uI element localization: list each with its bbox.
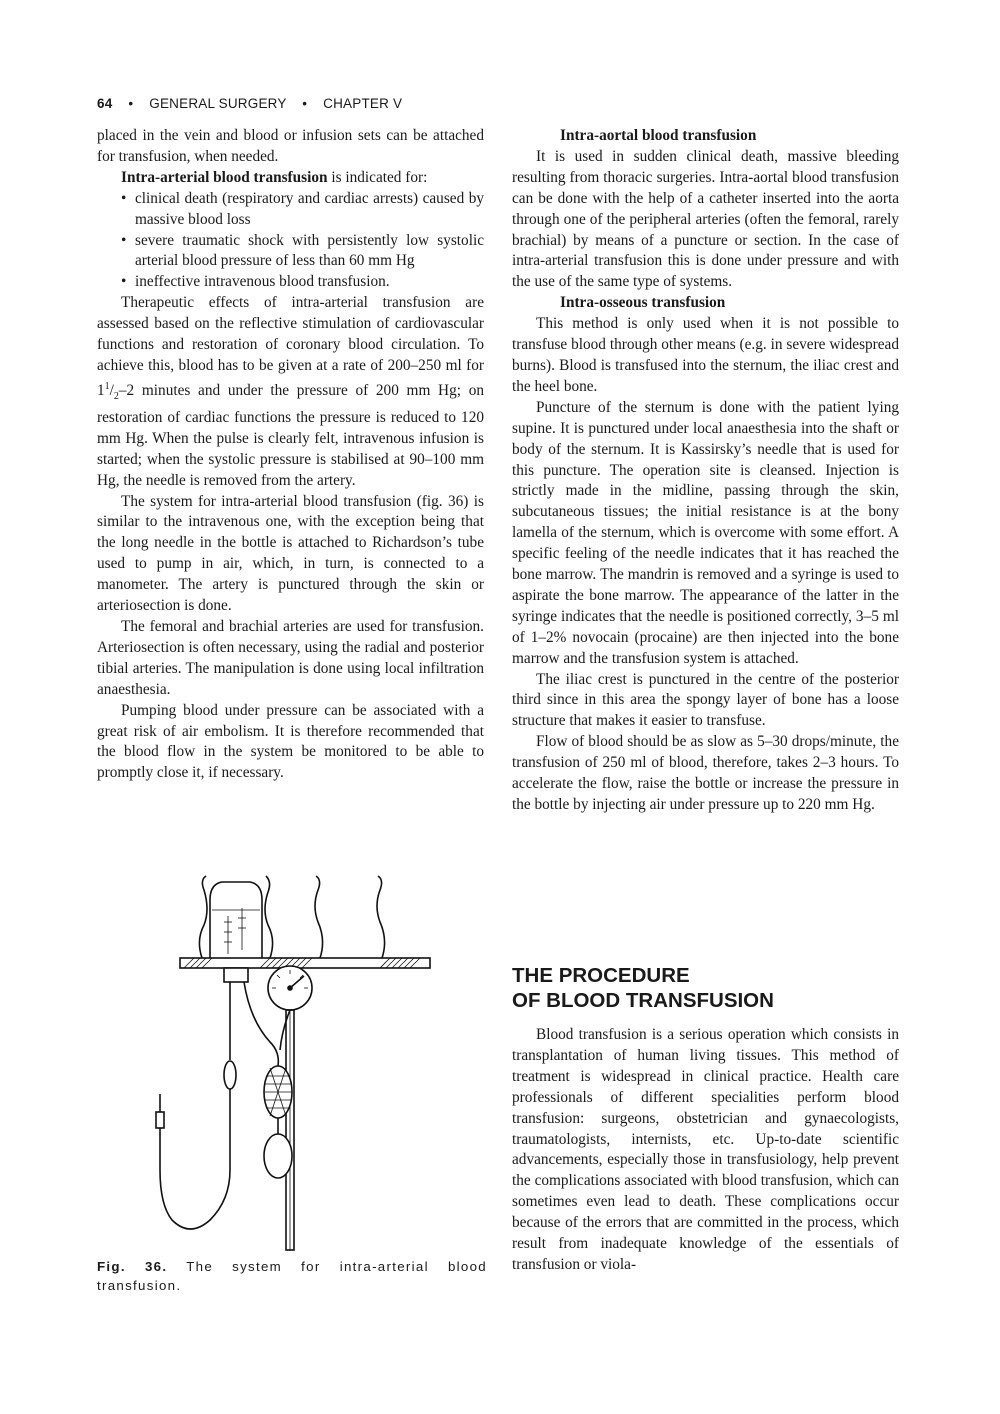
holder-clip (377, 876, 385, 958)
bullet-icon: • (121, 273, 127, 291)
section-heading (512, 963, 902, 1013)
inline-heading: Intra-arterial blood transfusion (121, 168, 328, 186)
list-item (97, 231, 484, 273)
header-separator: • (302, 96, 308, 111)
indication-list (97, 189, 484, 294)
running-header (97, 96, 517, 111)
paragraph: This method is only used when it is not possible to transfuse blood through other means (e.g. in severe widespread burns). Blood is transfused into the sternum, the iliac crest and the heel bone. (512, 315, 899, 395)
paragraph (97, 293, 484, 491)
list-item (97, 189, 484, 231)
paragraph: Puncture of the sternum is done with the patient lying supine. It is punctured under local anaesthesia into the shaft or body of the sternum. It is Kassirsky’s needle that is used for this puncture. The operation site is cleansed. Injection is strictly made in the midline, passing through the skin, subcutaneous tissues; the initial resistance is at the bony lamella of the sternum, which is overcome with some effort. A specific feeling of the needle indicates that it has reached the bone marrow. The mandrin is removed and a syringe is used to aspirate the bone marrow. The appearance of the latter in the syringe indicates that the needle is positioned correctly, 3–5 ml of 1–2% novocain (procaine) are then injected into the bone marrow and the transfusion system is attached. (512, 398, 899, 667)
pump-bulb (264, 1134, 292, 1178)
paragraph-text: is indicated for: (327, 168, 428, 186)
paragraph: It is used in sudden clinical death, massive bleeding resulting from thoracic surgeries. Intra-aortal blood transfusion can be done with the help of a catheter inserted into the aorta through one of the peripheral arteries (often the femoral, rarely brachial) by means of a puncture or section. In the case of intra-arterial transfusion this is done under pressure and with the use of the same type of systems. (512, 147, 899, 291)
paragraph (97, 168, 484, 189)
fraction-denominator: 2 (113, 391, 119, 403)
manometer-connector (280, 1010, 290, 1050)
subheading: Intra-osseous transfusion (560, 294, 726, 312)
section-heading-line: THE PROCEDURE (512, 964, 690, 987)
paragraph: The system for intra-arterial blood transfusion (fig. 36) is similar to the intravenous one, with the exception being that the long needle in the bottle is attached to Richardson’s tube used to pump in air, which, in turn, is connected to a manometer. The artery is punctured through the skin or arteriosection is done. (97, 492, 484, 615)
figure-36-illustration (150, 870, 460, 1255)
paragraph: The iliac crest is punctured in the centre of the posterior third since in this area the spongy layer of bone has a loose structure that makes it easier to transfuse. (512, 670, 899, 730)
needle-adapter (156, 1112, 164, 1128)
paragraph-text: Therapeutic effects of intra-arterial transfusion are assessed based on the reflective stimulation of cardiovascular functions and restoration of coronary blood circulation. To achieve this, blood has to be given at a rate of 200–250 ml for 1 (97, 294, 484, 399)
fraction-slash: / (109, 381, 114, 399)
paragraph: Flow of blood should be as slow as 5–30 drops/minute, the transfusion of 250 ml of blood, therefore, takes 2–3 hours. To accelerate the flow, raise the bottle or increase the pressure in the bottle by injecting air under pressure up to 220 mm Hg. (512, 733, 899, 813)
paragraph: Pumping blood under pressure can be associated with a great risk of air embolism. It is therefore recommended that the blood flow in the system be monitored to be able to promptly close it, if necessary. (97, 701, 484, 782)
book-title: GENERAL SURGERY (149, 96, 287, 111)
fraction-numerator: 1 (104, 380, 110, 392)
caption-label: Fig. 36. (97, 1259, 168, 1274)
holder-clip (315, 876, 323, 958)
header-separator: • (128, 96, 134, 111)
bottle-scale (224, 908, 246, 954)
list-item-text: ineffective intravenous blood transfusion. (135, 273, 390, 291)
paragraph: Blood transfusion is a serious operation which consists in transplantation of human living tissues. This method of treatment is widespread in clinical practice. Health care professionals of different specialities perform blood transfusion: surgeons, obstetrician and gynaecologists, traumatologists, internists, etc. Up-to-date scientific advancements, especially those in transfusiology, help prevent the complications associated with blood transfusion, which can sometimes even lead to death. These complications occur because of the errors that are committed in the process, which result from inadequate knowledge of the essentials of transfusion or viola- (512, 1026, 899, 1273)
paragraph: The femoral and brachial arteries are used for transfusion. Arteriosection is often necessary, using the radial and posterior tibial arteries. The manipulation is done using local infiltration anaesthesia. (97, 617, 484, 698)
right-column (512, 126, 899, 816)
holder-clip (199, 876, 207, 958)
transfusion-system-drawing (150, 870, 460, 1255)
list-item-text: severe traumatic shock with persistently low systolic arterial blood pressure of less than 60 mm Hg (135, 231, 484, 270)
subheading: Intra-aortal blood transfusion (560, 127, 757, 144)
bottle-stopper (224, 968, 248, 982)
figure-caption (97, 1257, 487, 1295)
right-column-lower (512, 1025, 899, 1276)
delivery-tube (160, 1089, 230, 1229)
drip-chamber (224, 1061, 236, 1089)
bullet-icon: • (121, 189, 127, 207)
chapter-title: CHAPTER V (323, 96, 403, 111)
paragraph: placed in the vein and blood or infusion sets can be attached for transfusion, when needed. (97, 127, 484, 165)
caption-text: The system for intra-arterial blood transfusion. (97, 1259, 488, 1293)
list-item (97, 272, 484, 293)
left-column (97, 126, 484, 784)
bottle-outline (210, 882, 262, 958)
holder-clip (265, 876, 273, 958)
page-number: 64 (97, 96, 113, 111)
section-heading-line: OF BLOOD TRANSFUSION (512, 989, 774, 1012)
list-item-text: clinical death (respiratory and cardiac arrests) caused by massive blood loss (135, 189, 484, 228)
paragraph-text: –2 minutes and under the pressure of 200 mm Hg; on restoration of cardiac functions the pressure is reduced to 120 mm Hg. When the pulse is clearly felt, intravenous infusion is started; when the systolic pressure is stabilised at 90–100 mm Hg, the needle is removed from the artery. (97, 381, 484, 489)
bullet-icon: • (121, 231, 127, 249)
